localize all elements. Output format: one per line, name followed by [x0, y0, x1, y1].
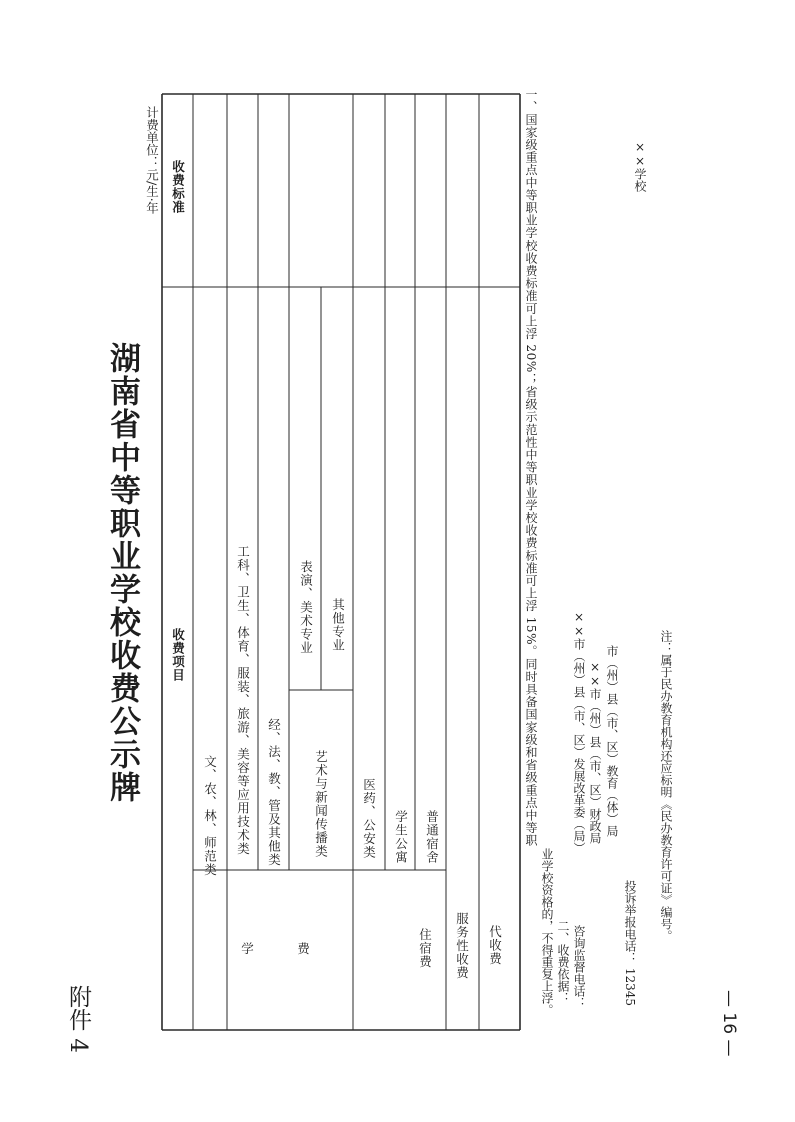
- page-number: — 16 —: [719, 990, 739, 1057]
- consult-line-3: 市（州）县（市、区）教育（体）局: [605, 645, 619, 837]
- school-name: ××学校: [633, 140, 647, 192]
- note-2-basis: 二、收费依据：: [556, 920, 570, 1004]
- tuition-group-char1: 学: [239, 942, 255, 956]
- col-header-item: 收费项目: [170, 628, 186, 682]
- row-economics: 经、法、教、管及其他类: [266, 718, 282, 867]
- consult-label: 咨询监督电话：: [572, 925, 586, 1009]
- row-regular-dorm: 普通宿舍: [424, 810, 440, 864]
- lodging-group: 住宿费: [417, 928, 433, 969]
- page-title: 湖南省中等职业学校收费公示牌: [104, 342, 140, 804]
- row-liberal-arts: 文、农、林、师范类: [202, 755, 218, 877]
- unit-note: 计费单位：元/生·年: [144, 106, 160, 215]
- row-agency-fee: 代收费: [487, 925, 503, 966]
- row-student-apartment: 学生公寓: [393, 810, 409, 864]
- consult-line-2: ××市（州）县（市、区）财政局: [588, 660, 602, 844]
- row-art-performance: 表演、美术专业: [298, 560, 314, 655]
- row-art-media: 艺术与新闻传播类: [313, 750, 329, 858]
- row-engineering: 工科、卫生、体育、服装、旅游、美容等应用技术类: [235, 545, 251, 856]
- row-art-other: 其他专业: [330, 598, 346, 652]
- col-header-standard: 收费标准: [170, 160, 186, 214]
- footnote: 注：属于民办教育机构还应标明《民办教育许可证》编号。: [659, 630, 673, 942]
- row-medical-police: 医药、公安类: [361, 778, 377, 859]
- row-service-fee: 服务性收费: [454, 912, 470, 980]
- attachment-label: 附件 4: [65, 985, 91, 1053]
- complaint-phone: 投诉举报电话： 12345: [623, 880, 637, 1006]
- consult-line-1: ××市（州）县（市、区）发展改革委（局）: [572, 610, 586, 854]
- note-1-line-1: 一、国家级重点中等职业学校收费标准可上浮 20%；省级示范性中等职业学校收费标准可上浮 15%。同时具备国家级和省级重点中等职: [524, 88, 538, 847]
- note-1-line-2: 业学校资格的，不得重复上浮。: [540, 848, 554, 1016]
- tuition-group-char2: 费: [295, 942, 311, 956]
